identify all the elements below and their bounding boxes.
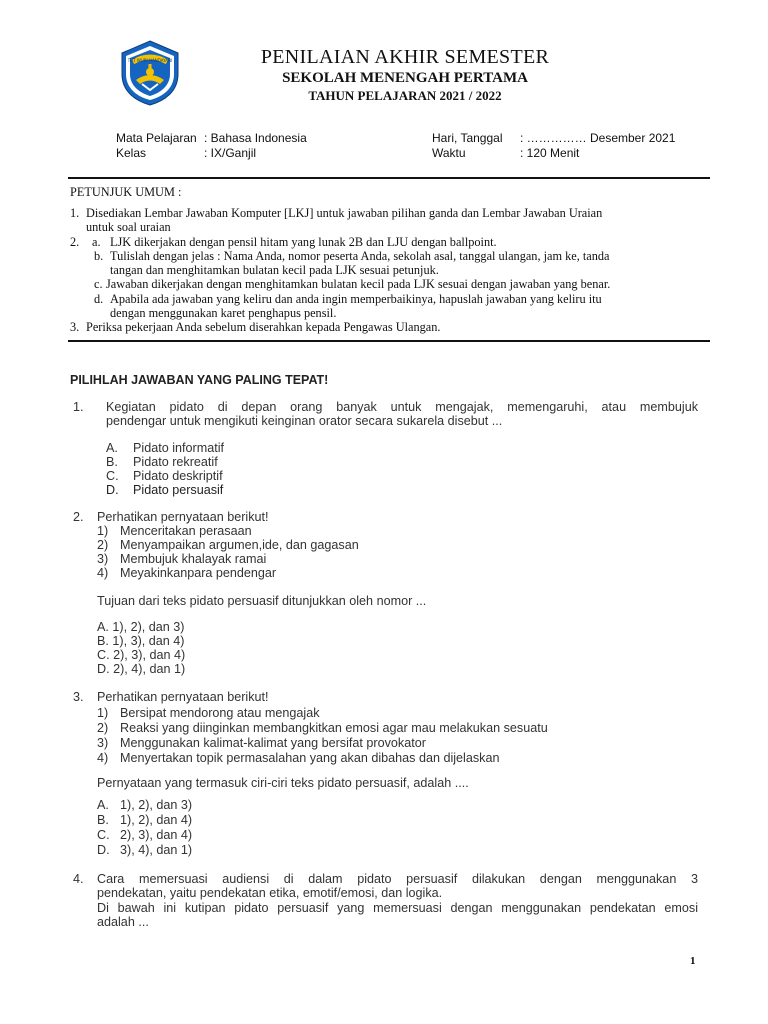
page-number: 1 [690,955,696,967]
q3-statement-4-number: 4) [97,751,109,765]
time-label: Waktu [432,146,466,160]
q2-number: 2. [73,510,84,524]
q2-statement-3-text: Membujuk khalayak ramai [120,552,267,566]
q3-option-c-text: 2), 3), dan 4) [120,828,193,842]
q3-question: Pernyataan yang termasuk ciri-ciri teks pidato persuasif, adalah .... [97,776,469,790]
q2-option-d: D. 2), 4), dan 1) [97,662,186,676]
date-value: : …………… Desember 2021 [520,131,676,145]
q4-text-line4: adalah ... [97,915,149,929]
instruction-2d-cont: dengan menggunakan karet penghapus pensil. [110,306,337,320]
q3-text: Perhatikan pernyataan berikut! [97,690,269,704]
q3-option-c-letter: C. [97,828,110,842]
instruction-2b-cont: tangan dan menghitamkan bulatan kecil pada LJK sesuai petunjuk. [110,263,439,277]
q1-option-a-text: Pidato informatif [133,441,224,455]
instruction-1-text: Disediakan Lembar Jawaban Komputer [LKJ] untuk jawaban pilihan ganda dan Lembar Jawaban Uraian [86,206,603,220]
q2-option-c: C. 2), 3), dan 4) [97,648,186,662]
q2-statement-1-number: 1) [97,524,109,538]
q3-statement-2-text: Reaksi yang diinginkan membangkitkan emosi agar mau melakukan sesuatu [120,721,548,735]
q3-statement-3-text: Menggunakan kalimat-kalimat yang bersifat provokator [120,736,426,750]
class-value: : IX/Ganjil [204,146,257,160]
instruction-1-number: 1. [70,206,80,220]
q4-text-line3: Di bawah ini kutipan pidato persuasif yang memersuasi dengan menggunakan pendekatan emosi [97,901,698,915]
q1-text-line1: Kegiatan pidato di depan orang banyak untuk mengajak, memengaruhi, atau membujuk [106,400,698,414]
q2-question: Tujuan dari teks pidato persuasif ditunjukkan oleh nomor ... [97,594,427,608]
instruction-2c-letter: c. [94,277,103,291]
q2-statement-4-number: 4) [97,566,109,580]
q1-option-a-letter: A. [106,441,118,455]
school-level: SEKOLAH MENENGAH PERTAMA [282,70,528,86]
q4-text-line1: Cara memersuasi audiensi di dalam pidato persuasif dilakukan dengan menggunakan 3 [97,872,698,886]
q1-option-d-letter: D. [106,483,119,497]
academic-year: TAHUN PELAJARAN 2021 / 2022 [308,88,502,103]
section-title: PILIHLAH JAWABAN YANG PALING TEPAT! [70,373,329,387]
q3-statement-2-number: 2) [97,721,109,735]
q3-option-a-letter: A. [97,798,109,812]
q2-statement-2-text: Menyampaikan argumen,ide, dan gagasan [120,538,359,552]
instruction-2b-letter: b. [94,249,104,263]
subject-value: : Bahasa Indonesia [204,131,307,145]
q3-option-b-text: 1), 2), dan 4) [120,813,193,827]
q3-number: 3. [73,690,84,704]
q3-option-d-text: 3), 4), dan 1) [120,843,193,857]
q3-statement-4-text: Menyertakan topik permasalahan yang akan dibahas dan dijelaskan [120,751,500,765]
q3-statement-1-number: 1) [97,706,109,720]
instruction-2a-letter: a. [92,235,101,249]
q2-statement-2-number: 2) [97,538,109,552]
instruction-2d-letter: d. [94,292,104,306]
instructions-heading: PETUNJUK UMUM : [70,185,182,199]
instruction-2c-text: Jawaban dikerjakan dengan menghitamkan bulatan kecil pada LJK sesuai dengan jawaban yang benar. [106,277,611,291]
exam-title: PENILAIAN AKHIR SEMESTER [260,46,550,68]
time-value: : 120 Menit [520,146,580,160]
q3-statement-3-number: 3) [97,736,109,750]
subject-label: Mata Pelajaran [116,131,197,145]
q3-statement-1-text: Bersipat mendorong atau mengajak [120,706,320,720]
q3-option-b-letter: B. [97,813,109,827]
q4-text-line2: pendekatan, yaitu pendekatan etika, emotif/emosi, dan logika. [97,886,443,900]
q3-option-a-text: 1), 2), dan 3) [120,798,193,812]
instruction-3-text: Periksa pekerjaan Anda sebelum diserahkan kepada Pengawas Ulangan. [86,320,441,334]
tut-wuri-handayani-logo [112,40,188,106]
instruction-2a-text: LJK dikerjakan dengan pensil hitam yang lunak 2B dan LJU dengan ballpoint. [110,235,497,249]
q2-option-b: B. 1), 3), dan 4) [97,634,185,648]
divider-top [68,177,710,179]
instruction-2d-text: Apabila ada jawaban yang keliru dan anda ingin memperbaikinya, hapuslah jawaban yang keliru itu [110,292,602,306]
q3-option-d-letter: D. [97,843,110,857]
q2-text: Perhatikan pernyataan berikut! [97,510,269,524]
class-label: Kelas [116,146,147,160]
q1-text-line2: pendengar untuk mengikuti keinginan orator secara sukarela disebut ... [106,414,503,428]
q2-option-a: A. 1), 2), dan 3) [97,620,185,634]
q1-option-b-text: Pidato rekreatif [133,455,218,469]
instruction-2b-text: Tulislah dengan jelas : Nama Anda, nomor peserta Anda, sekolah asal, tanggal ulangan, jam ke, tanda [110,249,610,263]
q2-statement-4-text: Meyakinkanpara pendengar [120,566,277,580]
instruction-2-number: 2. [70,235,80,249]
q1-option-c-letter: C. [106,469,119,483]
date-label: Hari, Tanggal [432,131,503,145]
q1-number: 1. [73,400,84,414]
logo-caption: TUT WURI HANDAYANI [127,58,173,63]
divider-bottom [68,340,710,342]
instruction-3-number: 3. [70,320,80,334]
q2-statement-1-text: Menceritakan perasaan [120,524,252,538]
q1-option-b-letter: B. [106,455,118,469]
q1-option-c-text: Pidato deskriptif [133,469,223,483]
q1-option-d-text: Pidato persuasif [133,483,224,497]
q4-number: 4. [73,872,84,886]
q2-statement-3-number: 3) [97,552,109,566]
instruction-1-cont: untuk soal uraian [86,220,171,234]
